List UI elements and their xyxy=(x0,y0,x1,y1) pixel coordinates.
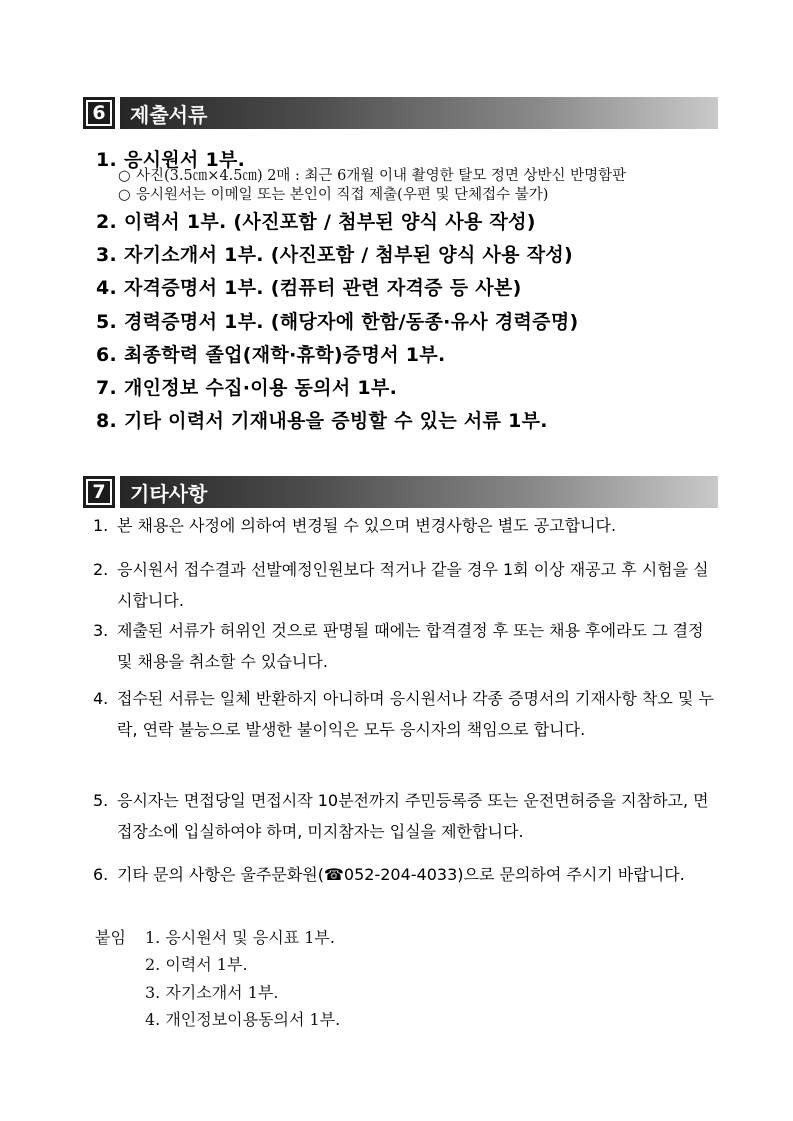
attachment-item-3: 3. 자기소개서 1부. xyxy=(145,983,279,1002)
note-number: 5. xyxy=(93,791,109,810)
note-text: 제출된 서류가 허위인 것으로 판명될 때에는 합격결정 후 또는 채용 후에라도 그 결정 및 채용을 취소할 수 있습니다. xyxy=(117,621,704,671)
document-item-4: 4. 자격증명서 1부. (컴퓨터 관련 자격증 등 사본) xyxy=(96,277,522,299)
note-text: 응시원서 접수결과 선발예정인원보다 적거나 같을 경우 1회 이상 재공고 후 시험을 실시합니다. xyxy=(117,560,709,610)
note-text: 본 채용은 사정에 의하여 변경될 수 있으며 변경사항은 별도 공고합니다. xyxy=(117,516,617,535)
document-item-6: 6. 최종학력 졸업(재학·휴학)증명서 1부. xyxy=(96,344,446,366)
note-item-6 xyxy=(93,859,723,890)
subitem-text: 응시원서는 이메일 또는 본인이 직접 제출(우편 및 단체접수 불가) xyxy=(136,187,549,203)
note-item-2 xyxy=(93,554,723,616)
note-number: 4. xyxy=(93,689,109,708)
document-item-1: 1. 응시원서 1부. xyxy=(96,149,246,171)
document-subitem-submission xyxy=(118,183,548,204)
attachment-item-1: 1. 응시원서 및 응시표 1부. xyxy=(145,928,335,947)
subitem-text: 사진(3.5㎝×4.5㎝) 2매 : 최근 6개월 이내 촬영한 탈모 정면 상반신 반명함판 xyxy=(136,168,627,184)
section-7-header xyxy=(83,476,718,508)
document-subitem-photo xyxy=(118,164,626,185)
note-number: 6. xyxy=(93,865,109,884)
attachment-item-4: 4. 개인정보이용동의서 1부. xyxy=(145,1010,341,1029)
note-number: 2. xyxy=(93,560,109,579)
section-6-title: 제출서류 xyxy=(120,97,718,129)
note-item-4 xyxy=(93,683,723,745)
document-item-3: 3. 자기소개서 1부. (사진포함 / 첨부된 양식 사용 작성) xyxy=(96,244,574,266)
section-7-title: 기타사항 xyxy=(120,476,718,508)
document-item-5: 5. 경력증명서 1부. (해당자에 한함/동종·유사 경력증명) xyxy=(96,311,579,333)
note-number: 3. xyxy=(93,621,109,640)
note-item-1 xyxy=(93,510,723,541)
note-text: 응시자는 면접당일 면접시작 10분전까지 주민등록증 또는 운전면허증을 지참하고, 면접장소에 입실하여야 하며, 미지참자는 입실을 제한합니다. xyxy=(117,791,709,841)
circle-bullet-icon: ○ xyxy=(118,168,131,184)
note-text: 접수된 서류는 일체 반환하지 아니하며 응시원서나 각종 증명서의 기재사항 착오 및 누락, 연락 불능으로 발생한 불이익은 모두 응시자의 책임으로 합니다. xyxy=(117,689,714,739)
section-7-number: 7 xyxy=(83,476,115,508)
note-number: 1. xyxy=(93,516,109,535)
document-item-2: 2. 이력서 1부. (사진포함 / 첨부된 양식 사용 작성) xyxy=(96,211,536,233)
note-text: 기타 문의 사항은 울주문화원(☎052-204-4033)으로 문의하여 주시기 바랍니다. xyxy=(117,865,685,884)
document-item-8: 8. 기타 이력서 기재내용을 증빙할 수 있는 서류 1부. xyxy=(96,410,548,432)
section-6-number: 6 xyxy=(83,97,115,129)
document-item-7: 7. 개인정보 수집·이용 동의서 1부. xyxy=(96,377,398,399)
note-item-3 xyxy=(93,615,723,677)
attachments-label: 붙임 xyxy=(95,928,126,947)
attachment-item-2: 2. 이력서 1부. xyxy=(145,955,248,974)
note-item-5 xyxy=(93,785,723,847)
section-6-header xyxy=(83,97,718,129)
circle-bullet-icon: ○ xyxy=(118,187,131,203)
